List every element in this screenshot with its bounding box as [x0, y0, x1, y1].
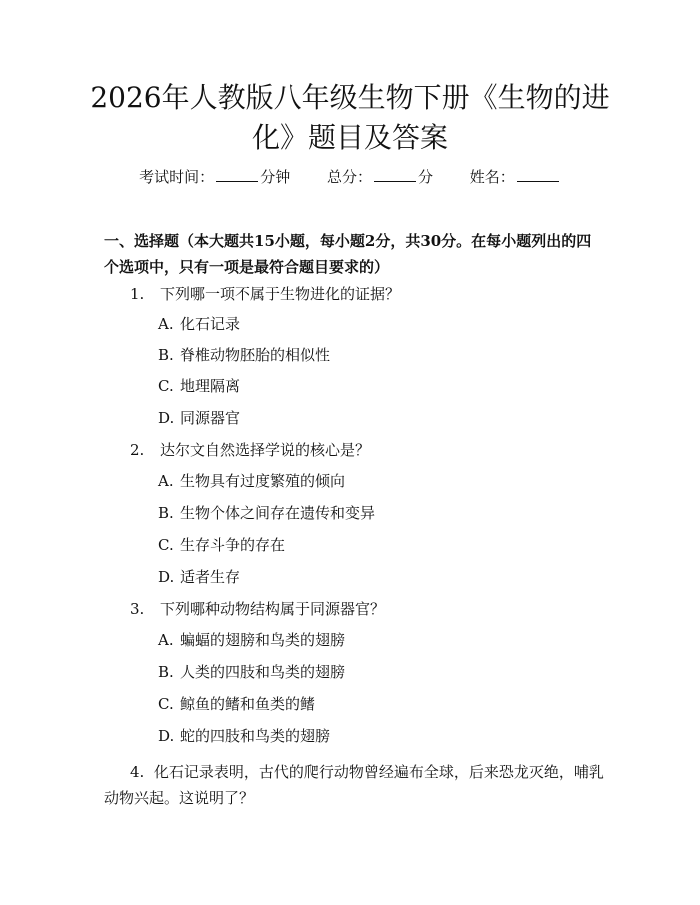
option-letter: A. — [158, 631, 174, 649]
question-text: 下列哪种动物结构属于同源器官？ — [160, 600, 386, 618]
option-text: 蛇的四肢和鸟类的翅膀 — [180, 727, 331, 745]
exam-time-label: 考试时间： — [139, 168, 215, 186]
question-text: 达尔文自然选择学说的核心是？ — [160, 441, 371, 459]
option-letter: C. — [158, 695, 174, 713]
total-score-unit: 分 — [418, 168, 434, 186]
option-letter: C. — [158, 377, 174, 395]
option-text: 同源器官 — [180, 409, 241, 427]
option-letter: B. — [158, 504, 174, 522]
question-text: 下列哪一项不属于生物进化的证据？ — [160, 285, 401, 303]
option-letter: C. — [158, 536, 174, 554]
name-blank — [517, 167, 559, 182]
option-text: 鲸鱼的鳍和鱼类的鳍 — [180, 695, 316, 713]
option-letter: B. — [158, 346, 174, 364]
option-1a — [158, 313, 240, 335]
option-text: 生存斗争的存在 — [180, 536, 286, 554]
title-line-2: 化》题目及答案 — [251, 121, 448, 154]
exam-info — [0, 166, 700, 188]
question-number: 1. — [130, 285, 145, 303]
section-heading: 一、选择题（本大题共15小题，每小题2分，共30分。在每小题列出的四个选项中，只有一项是最符合题目要求的） — [104, 232, 592, 276]
question-2 — [130, 439, 370, 461]
page-title — [90, 78, 610, 158]
name-field — [470, 168, 561, 186]
option-text: 人类的四肢和鸟类的翅膀 — [180, 663, 346, 681]
option-1c — [158, 375, 240, 397]
total-score-label: 总分： — [326, 168, 372, 186]
question-number: 4. — [130, 763, 145, 781]
option-1b — [158, 344, 330, 366]
exam-time-unit: 分钟 — [260, 168, 291, 186]
option-2d — [158, 566, 240, 588]
question-text: 化石记录表明，古代的爬行动物曾经遍布全球，后来恐龙灭绝，哺乳动物兴起。这说明了？ — [104, 763, 604, 807]
option-letter: D. — [158, 568, 175, 586]
option-letter: B. — [158, 663, 174, 681]
option-3a — [158, 629, 345, 651]
option-text: 脊椎动物胚胎的相似性 — [180, 346, 331, 364]
option-text: 化石记录 — [180, 315, 241, 333]
title-line-1: 2026年人教版八年级生物下册《生物的进 — [90, 81, 610, 114]
option-3c — [158, 693, 315, 715]
option-2a — [158, 470, 345, 492]
option-3d — [158, 725, 330, 747]
option-2b — [158, 502, 375, 524]
question-4 — [104, 759, 604, 811]
name-label: 姓名： — [469, 168, 515, 186]
option-3b — [158, 661, 345, 683]
question-1 — [130, 283, 400, 305]
exam-time-blank — [216, 167, 258, 182]
exam-time-field — [139, 168, 290, 186]
total-score-blank — [374, 167, 416, 182]
option-2c — [158, 534, 285, 556]
option-1d — [158, 407, 240, 429]
option-text: 地理隔离 — [180, 377, 241, 395]
question-number: 3. — [130, 600, 145, 618]
option-letter: D. — [158, 409, 175, 427]
option-letter: A. — [158, 472, 174, 490]
total-score-field — [327, 168, 433, 186]
question-3 — [130, 598, 385, 620]
option-text: 适者生存 — [180, 568, 241, 586]
option-text: 蝙蝠的翅膀和鸟类的翅膀 — [180, 631, 346, 649]
option-letter: A. — [158, 315, 174, 333]
question-number: 2. — [130, 441, 145, 459]
option-text: 生物具有过度繁殖的倾向 — [180, 472, 346, 490]
option-letter: D. — [158, 727, 175, 745]
option-text: 生物个体之间存在遗传和变异 — [180, 504, 376, 522]
